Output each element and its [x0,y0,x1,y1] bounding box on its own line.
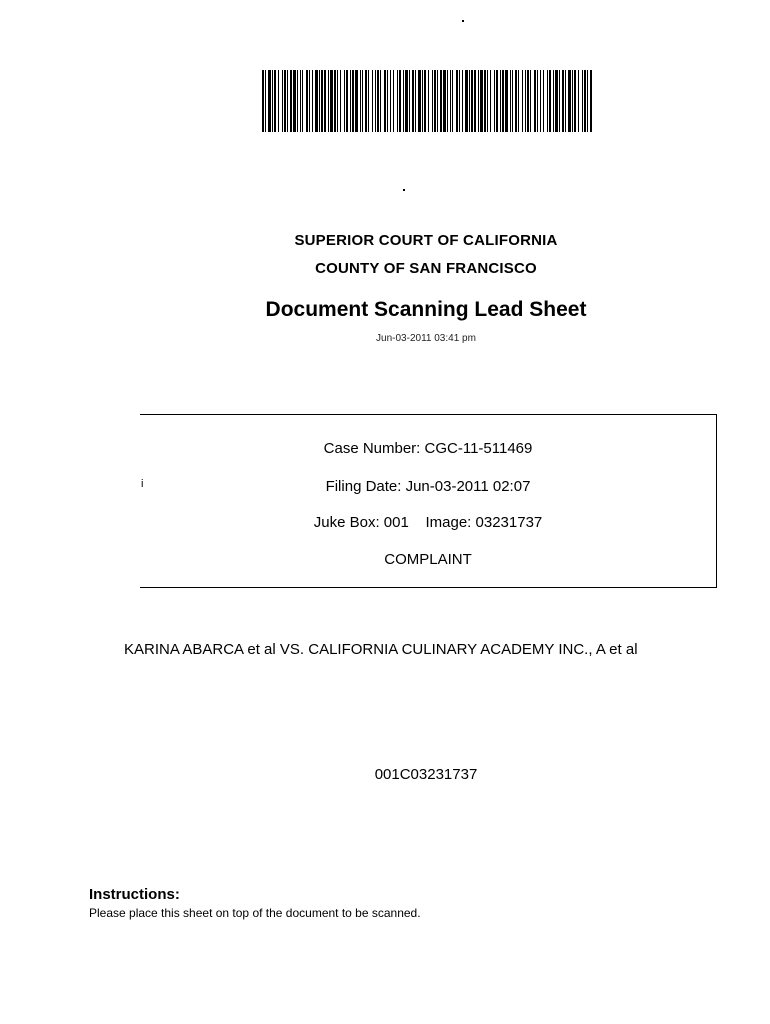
page-title: Document Scanning Lead Sheet [265,298,587,321]
scan-speck [462,20,464,22]
juke-box-image-line [140,514,716,531]
case-number: Case Number: CGC-11-511469 [323,440,533,457]
barcode-image [262,70,592,132]
document-code: 001C03231737 [374,766,478,783]
court-name: SUPERIOR COURT OF CALIFORNIA [294,232,558,249]
case-info-box [140,414,717,588]
image-number: Image: 03231737 [425,514,543,531]
instructions-text: Please place this sheet on top of the document to be scanned. [89,906,421,920]
margin-mark: i [141,478,144,490]
print-timestamp: Jun-03-2011 03:41 pm [376,333,476,344]
filing-date: Filing Date: Jun-03-2011 02:07 [325,478,531,495]
county-name: COUNTY OF SAN FRANCISCO [315,260,537,277]
case-parties: KARINA ABARCA et al VS. CALIFORNIA CULINARY ACADEMY INC., A et al [124,641,638,658]
document-type: COMPLAINT [384,551,472,568]
scan-speck [403,189,405,191]
instructions-heading: Instructions: [89,886,180,903]
juke-box: Juke Box: 001 [313,514,409,531]
